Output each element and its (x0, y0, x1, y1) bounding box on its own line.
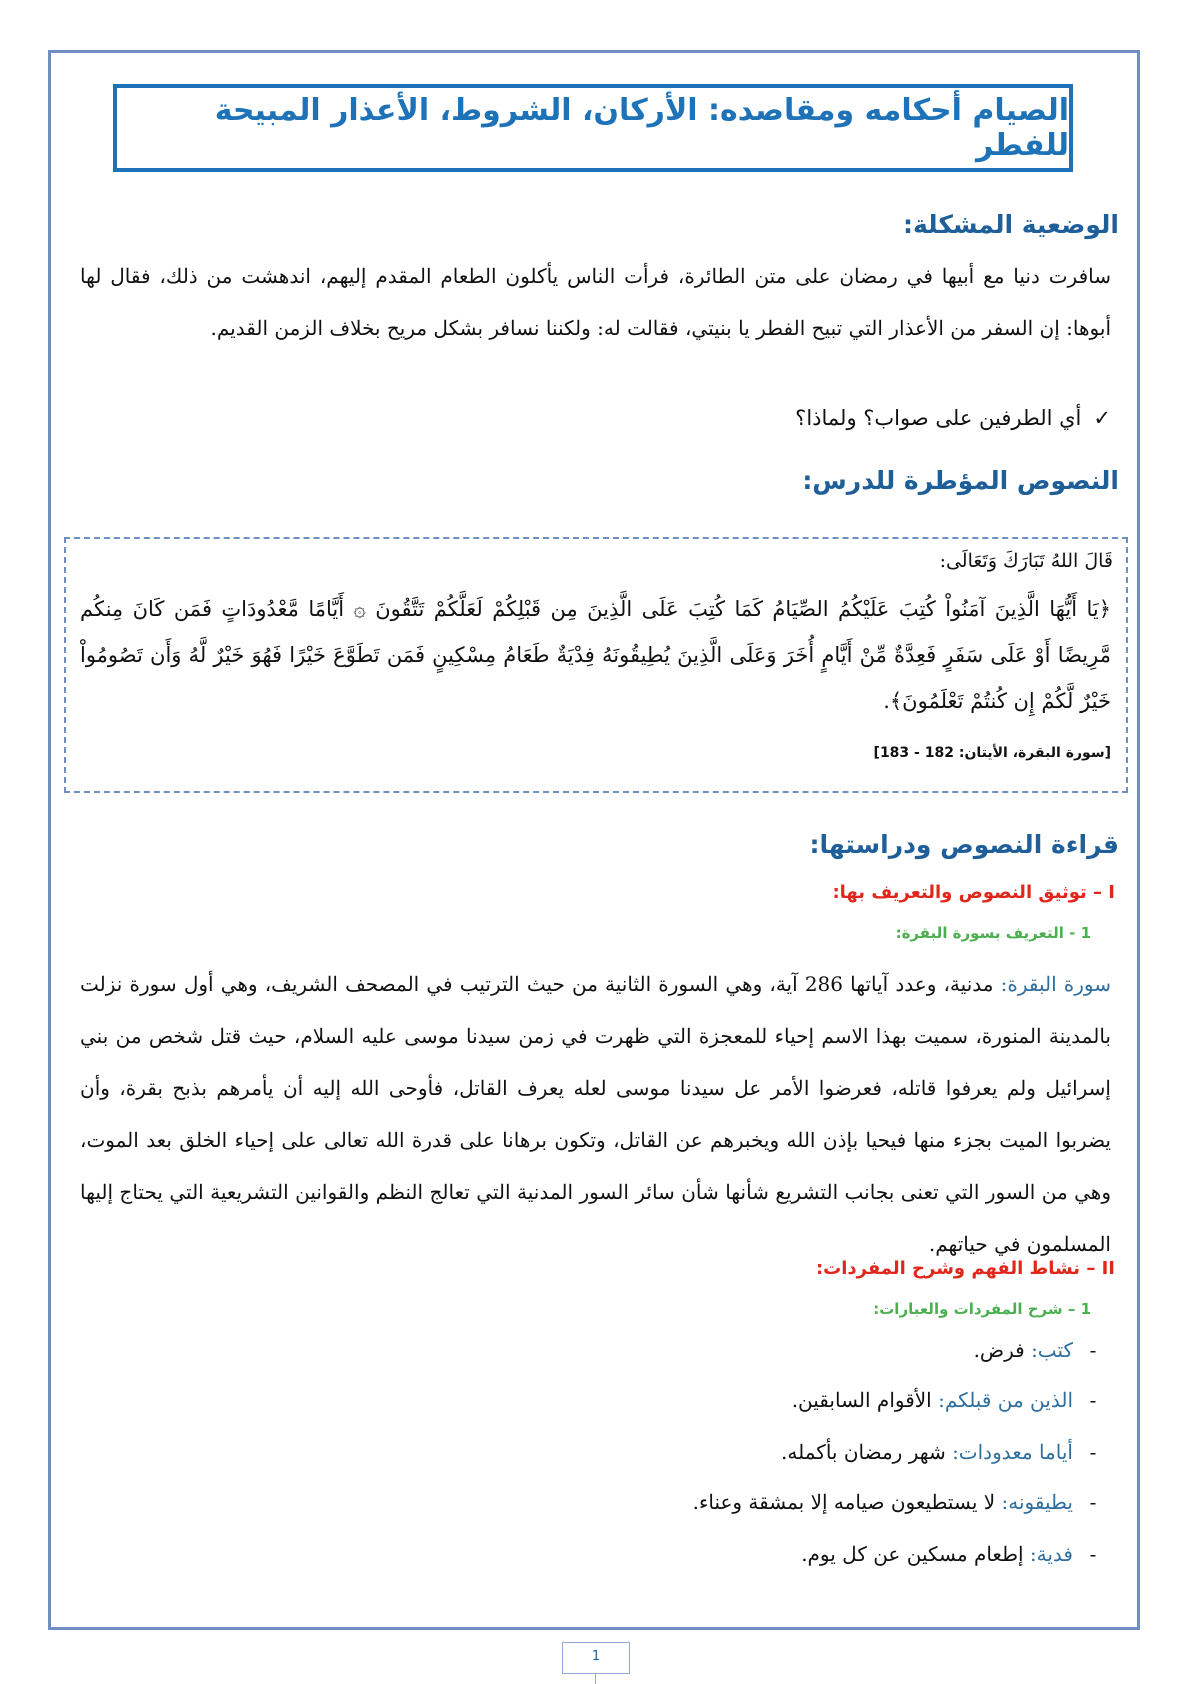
vocab-meaning: الأقوام السابقين. (791, 1388, 932, 1412)
vocab-item (801, 1542, 1113, 1566)
vocab-item (693, 1490, 1113, 1514)
bullet-dash: - (1089, 1490, 1097, 1514)
vocab-meaning: لا يستطيعون صيامه إلا بمشقة وعناء. (692, 1490, 996, 1514)
part1-subtitle: 1 - التعريف بسورة البقرة: (895, 924, 1091, 942)
bullet-dash: - (1089, 1440, 1097, 1464)
bullet-dash: - (1089, 1338, 1097, 1362)
vocab-meaning: فرض. (973, 1338, 1025, 1362)
verse-reference: [سورة البقرة، الأيتان: 182 - 183] (873, 745, 1111, 761)
part2-subtitle: 1 – شرح المفردات والعبارات: (873, 1300, 1091, 1318)
vocab-term: فدية: (1029, 1542, 1073, 1566)
problem-paragraph: سافرت دنيا مع أبيها في رمضان على متن الطائرة، فرأت الناس يأكلون الطعام المقدم إليهم، اندهشت من ذلك، فقال لها أبوها: إن السفر من الأعذار التي تبيح الفطر يا بنيتي، فقالت له: ولكننا نسافر بشكل مريح بخلاف الزمن القديم. (80, 264, 1111, 340)
page-title: الصيام أحكامه ومقاصده: الأركان، الشروط، الأعذار المبيحة للفطر (214, 93, 1069, 163)
page-number: 1 (562, 1642, 630, 1674)
bullet-dash: - (1089, 1388, 1097, 1412)
surah-paragraph (80, 958, 1111, 1270)
verse-intro: قَالَ اللهُ تَبَارَكَ وَتَعَالَى: (939, 550, 1113, 572)
part1-title: I – توثيق النصوص والتعريف بها: (832, 882, 1115, 903)
vocab-term: الذين من قبلكم: (938, 1388, 1073, 1412)
vocab-term: يطيقونه: (1001, 1490, 1073, 1514)
section-heading-texts: النصوص المؤطرة للدرس: (802, 466, 1119, 495)
verse-text: ﴿يَا أَيُّهَا الَّذِينَ آمَنُواْ كُتِبَ عَلَيْكُمُ الصِّيَامُ كَمَا كُتِبَ عَلَى الَّذِينَ مِن قَبْلِكُمْ لَعَلَّكُمْ تَتَّقُونَ ۞ أَيَّامًا مَّعْدُودَاتٍ فَمَن كَانَ مِنكُم مَّرِيضًا أَوْ عَلَى سَفَرٍ فَعِدَّةٌ مِّنْ أَيَّامٍ أُخَرَ وَعَلَى الَّذِينَ يُطِيقُونَهُ فِدْيَةٌ طَعَامُ مِسْكِينٍ فَمَن تَطَوَّعَ خَيْرًا فَهُوَ خَيْرٌ لَّهُ وَأَن تَصُومُواْ خَيْرٌ لَّكُمْ إِن كُنتُمْ تَعْلَمُونَ﴾. (80, 597, 1111, 713)
page-number-connector (595, 1674, 596, 1684)
section-heading-reading: قراءة النصوص ودراستها: (809, 830, 1119, 859)
check-icon: ✓ (1093, 406, 1111, 430)
vocab-term: كتب: (1031, 1338, 1073, 1362)
question-item (795, 406, 1111, 430)
title-box (113, 84, 1073, 172)
bullet-dash: - (1089, 1542, 1097, 1566)
question-text: أي الطرفين على صواب؟ ولماذا؟ (795, 406, 1082, 430)
vocab-meaning: إطعام مسكين عن كل يوم. (801, 1542, 1024, 1566)
part2-title: II – نشاط الفهم وشرح المفردات: (815, 1258, 1115, 1279)
surah-term: سورة البقرة: (1000, 972, 1112, 996)
vocab-item (974, 1338, 1113, 1362)
vocab-item (781, 1440, 1113, 1464)
vocab-meaning: شهر رمضان بأكمله. (781, 1440, 946, 1464)
surah-text: مدنية، وعدد آياتها 286 آية، وهي السورة الثانية من حيث الترتيب في المصحف الشريف، وهي أول سورة نزلت بالمدينة المنورة، سميت بهذا الاسم إحياء للمعجزة التي ظهرت في زمن سيدنا موسى عليه السلام، حيث قتل شخص من بني إسرائيل ولم يعرفوا قاتله، فعرضوا الأمر عل سيدنا موسى لعله يعرف القاتل، فأوحى الله إليه أن يأمرهم بذبح بقرة، وأن يضربوا الميت بجزء منها فيحيا بإذن الله ويخبرهم عن القاتل، وتكون برهانا على قدرة الله تعالى على إحياء الخلق بعد الموت، وهي من السور التي تعنى بجانب التشريع شأنها شأن سائر السور المدنية التي تعالج النظم والقوانين التشريعية التي يحتاج إليها المسلمون في حياتهم. (80, 972, 1112, 1256)
vocab-term: أياما معدودات: (952, 1440, 1073, 1464)
vocab-item (792, 1388, 1113, 1412)
section-heading-problem: الوضعية المشكلة: (902, 210, 1119, 239)
